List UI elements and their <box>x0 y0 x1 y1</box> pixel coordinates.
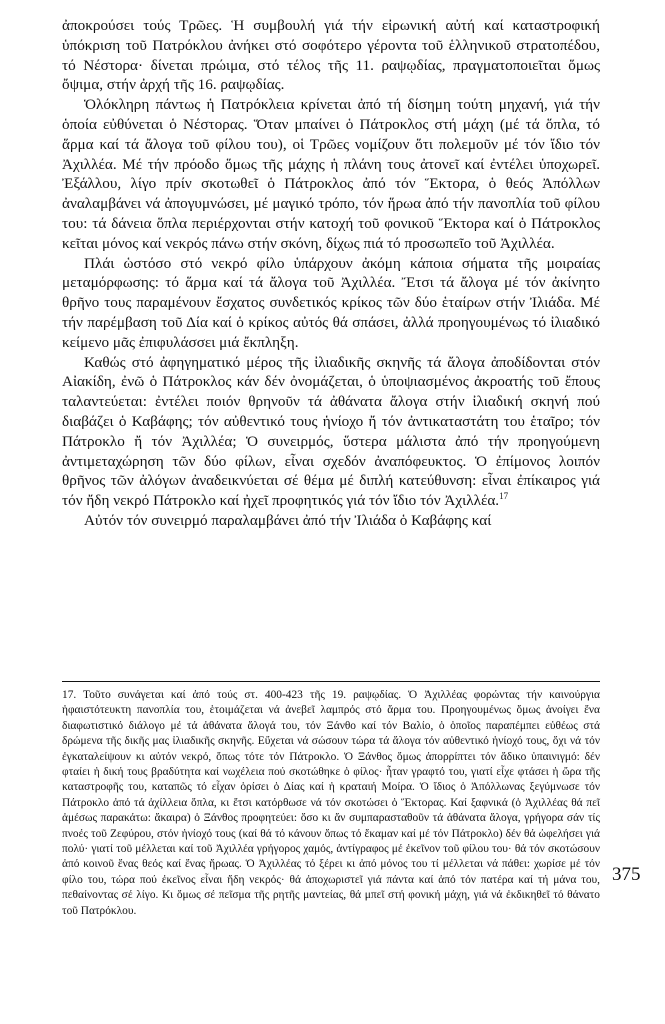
paragraph-4 <box>62 353 600 511</box>
paragraph-5: Αὐτόν τόν συνειρμό παραλαμβάνει ἀπό τήν Ἰλιάδα ὁ Καβάφης καί <box>84 511 492 529</box>
main-text <box>62 16 600 531</box>
footnote-reference[interactable]: 17 <box>499 491 509 502</box>
paragraph-4-text: Καθώς στό ἀφηγηματικό μέρος τῆς ἰλιαδικῆς σκηνῆς τά ἄλογα ἀποδίδονται στόν Αἰακίδη, ἐνῶ ὁ Πάτροκλος κάν δέν ὀνομάζεται, ὁ ὑποψιασμένος ἀκροατής τοῦ ἔπους ταλαντεύεται: ἐντέλει ποιόν θρηνοῦν τά ἀθάνατα ἄλογα στήν ἰλιαδική σκηνή πού διαβάζει ὁ Καβάφης; τόν αὐθεντικό τους ἡνίοχο ἤ τόν ἀντικαταστάτη του ἑταῖρο; τόν Πάτροκλο ἤ τόν Ἀχιλλέα; Ὁ συνειρμός, ὕστερα μάλιστα ἀπό τήν προηγούμενη ἀντιμεταχώρηση τῶν δύο φίλων, εἶναι σχεδόν ἀναπόφευκτος. Ὁ ἐπίμονος λοιπόν θρῆνος τῶν ἀλόγων ἀναδεικνύεται σέ θέμα μέ διπλή κατεύθυνση: εἶναι ἐπίκαιρος γιά τόν ἤδη νεκρό Πάτροκλο καί ἠχεῖ προφητικός γιά τόν ἴδιο τόν Ἀχιλλέα. <box>62 353 600 510</box>
footnote-17: 17. Τοῦτο συνάγεται καί ἀπό τούς στ. 400-423 τῆς 19. ραψῳδίας. Ὁ Ἀχιλλέας φορώντας τήν καινούργια ἡφαιστότευκτη πανοπλία του, ἑτοιμάζεται νά ἀνεβεῖ λαμπρός στό ἅρμα του. Προηγουμένως ὅμως ἀνοίγει ἕνα διαφωτιστικό διάλογο μέ τά ἀθάνατα ἄλογά του, τόν Ξάνθο καί τόν Βαλίο, ὁ ὁποῖος παραπέμπει εὐθέως στά δρώμενα τῆς δικῆς μας ἰλιαδικῆς σκηνῆς. Εὔχεται νά σώσουν τώρα τά ἄλογα τόν αὐθεντικό ἡνίοχό τους, ὄχι νά τόν ἐγκαταλείψουν κι αὐτόν νεκρό, ὅπως τότε τόν Πάτροκλο. Ὁ Ξάνθος ὅμως ἀπορρίπτει τόν ἄδικο ὑπαινιγμό: δέν φταίει ἡ δική τους βραδύτητα καί νωχέλεια πού σκοτώθηκε ὁ φίλος· ἦταν γραφτό του, γιατί εἶχε φτάσει ἡ ὥρα τῆς καταστροφῆς του, καταπῶς τό εἶχαν ὁρίσει ὁ Δίας καί ἡ κραταιή Μοίρα. Ὁ ἴδιος ὁ Ἀπόλλωνας ξεγύμνωσε τόν Πάτροκλο ἀπό τά ἀχίλλεια ὅπλα, κι ἔτσι κατόρθωσε νά τόν σκοτώσει ὁ Ἕκτορας. Καί ξαφνικά (ὁ Ἀχιλλέας θά πεῖ ἀμέσως παρακάτω: ἄκαιρα) ὁ Ξάνθος προφητεύει: ὅσο κι ἄν συμπαρασταθοῦν τά ἀθάνατα ἄλογα, γρήγορα σάν τίς πνοές τοῦ Ζεφύρου, στόν ἡνίοχό τους (καί θά τό κάνουν ὅπως τό ἔκαμαν καί μέ τόν Πάτροκλο) δέν θά ὠφελήσει γιά πολύ· γιατί τοῦ μέλλεται καί τοῦ Ἀχιλλέα γρήγορος χαμός, ἀντίγραφος μέ ἐκεῖνον τοῦ φίλου του· θά τόν σκοτώσουν ἀπό κοινοῦ ἕνας θεός καί ἕνας ἥρωας. Ὁ Ἀχιλλέας τό ξέρει κι ἀπό μόνος του τί μέλλεται νά πάθει: χωρίσε μέ τόν φίλο του, τώρα πού ἐκεῖνος εἶναι ἤδη νεκρός· θά ἀποχωριστεῖ γιά πάντα καί ἀπό τόν πατέρα καί τή μάνα του, πεθαίνοντας σέ λίγο. Κι ὅμως σέ πεῖσμα τῆς ρητῆς μαντείας, θά μπεῖ στή φονική μάχη, γιά νά ἐκδικηθεῖ τό θάνατο τοῦ Πατρόκλου. <box>62 689 600 917</box>
paragraph-3: Πλάι ὡστόσο στό νεκρό φίλο ὑπάρχουν ἀκόμη κάποια σήματα τῆς μοιραίας μεταμόρφωσης: τό ἅρμα καί τά ἄλογα τοῦ Ἀχιλλέα. Ἔτσι τά ἄλογα μέ τόν ἀκίνητο θρῆνο τους παραμένουν ἔσχατος συνδετικός κρίκος τῶν δύο ἑταίρων στήν Ἰλιάδα. Μέ τήν παρέμβαση τοῦ Δία καί ὁ κρίκος αὐτός θά σπάσει, ἀλλά προηγουμένως τό ἰλιαδικό κείμενο μᾶς ἐπιφυλάσσει μιά ἔκπληξη. <box>62 254 600 351</box>
paragraph-2: Ὁλόκληρη πάντως ἡ Πατρόκλεια κρίνεται ἀπό τή δίσημη τούτη μηχανή, γιά τήν ὁποία εὐθύνεται ὁ Νέστορας. Ὅταν μπαίνει ὁ Πάτροκλος στή μάχη (μέ τά ὅπλα, τό ἅρμα καί τά ἄλογα τοῦ φίλου του), οἱ Τρῶες νομίζουν ὅτι πολεμοῦν μέ τόν ἴδιο τόν Ἀχιλλέα. Μέ τήν πρόοδο ὅμως τῆς μάχης ἡ πλάνη τους ἀτονεῖ καί ἐντέλει ὑποχωρεῖ. Ἐξάλλου, λίγο πρίν σκοτωθεῖ ὁ Πάτροκλος ἀπό τόν Ἕκτορα, ὁ θεός Ἀπόλλων ἀναλαμβάνει νά ἀπογυμνώσει, μέ μαγικό τρόπο, τόν ἥρωα ἀπό τήν πανοπλία τοῦ φίλου του: τά δάνεια ὅπλα περιέρχονται στήν κατοχή τοῦ φονικοῦ Ἕκτορα καί ὁ Πάτροκλος κεῖται μόνος καί νεκρός πάνω στήν σκόνη, δίχως πιά τό προσωπεῖο τοῦ Ἀχιλλέα. <box>62 96 600 252</box>
footnote-separator <box>62 681 600 682</box>
footnotes <box>62 688 600 919</box>
page-number: 375 <box>612 864 641 885</box>
paragraph-1: ἀποκρούσει τούς Τρῶες. Ἡ συμβουλή γιά τήν εἰρωνική αὐτή καί καταστροφική ὑπόκριση τοῦ Πατρόκλου ἀνήκει στό σοφότερο γέροντα τοῦ ἑλληνικοῦ στρατοπέδου, τό Νέστορα· δίνεται πρώιμα, στό τέλος τῆς 11. ραψῳδίας, πραγματοποιεῖται ὅμως ὄψιμα, στήν ἀρχή τῆς 16. ραψῳδίας. <box>62 17 600 94</box>
